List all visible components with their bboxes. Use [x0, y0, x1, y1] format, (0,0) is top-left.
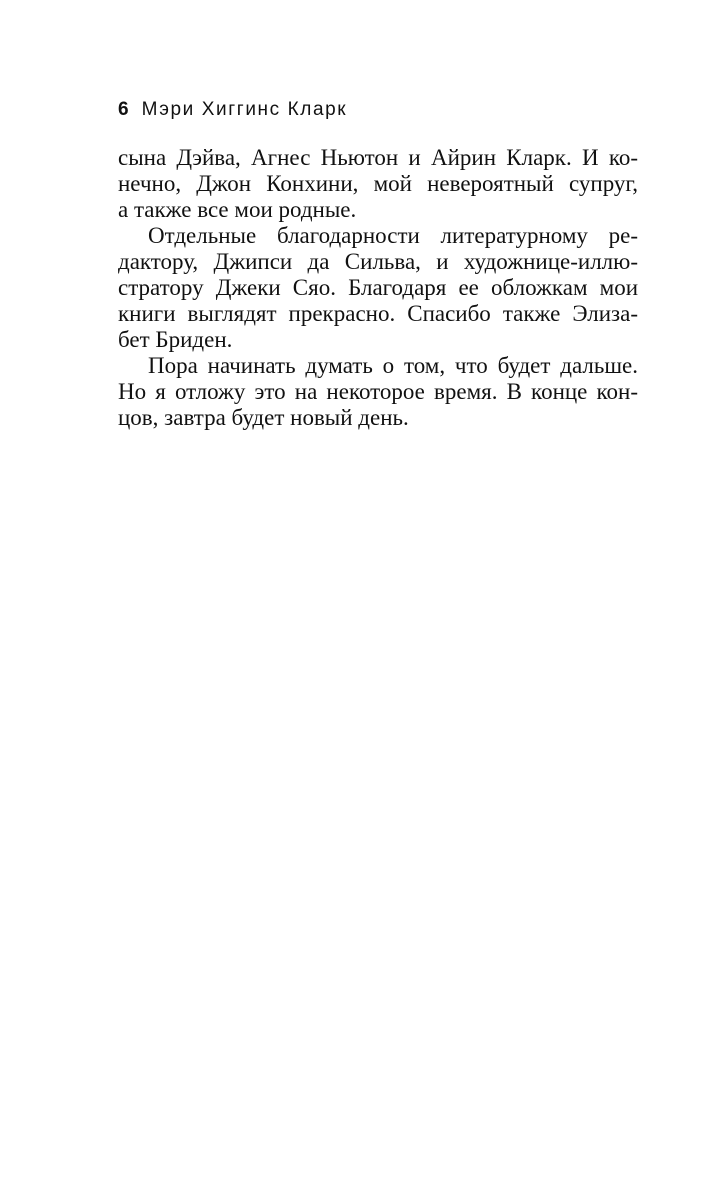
header-author: Мэри Хиггинс Кларк [141, 99, 348, 120]
text-line: сына Дэйва, Агнес Ньютон и Айрин Кларк. И ко- [118, 145, 638, 170]
page-number: 6 [118, 99, 129, 120]
text-line: стратору Джеки Сяо. Благодаря ее обложкам мои [118, 275, 638, 300]
text-line: книги выглядят прекрасно. Спасибо также Элиза- [118, 301, 638, 326]
body-text [118, 145, 638, 431]
text-line: цов, завтра будет новый день. [118, 405, 409, 430]
text-line: нечно, Джон Конхини, мой невероятный супруг, [118, 171, 638, 196]
paragraph [118, 223, 638, 353]
paragraph [118, 353, 638, 431]
text-line: Но я отложу это на некоторое время. В конце кон- [118, 379, 638, 404]
text-line: дактору, Джипси да Сильва, и художнице-иллю- [118, 249, 638, 274]
text-line: Отдельные благодарности литературному ре- [148, 223, 638, 248]
text-line: бет Бриден. [118, 327, 233, 352]
text-line: Пора начинать думать о том, что будет дальше. [148, 353, 638, 378]
paragraph [118, 145, 638, 223]
text-line: а также все мои родные. [118, 197, 357, 222]
running-header [118, 98, 347, 122]
